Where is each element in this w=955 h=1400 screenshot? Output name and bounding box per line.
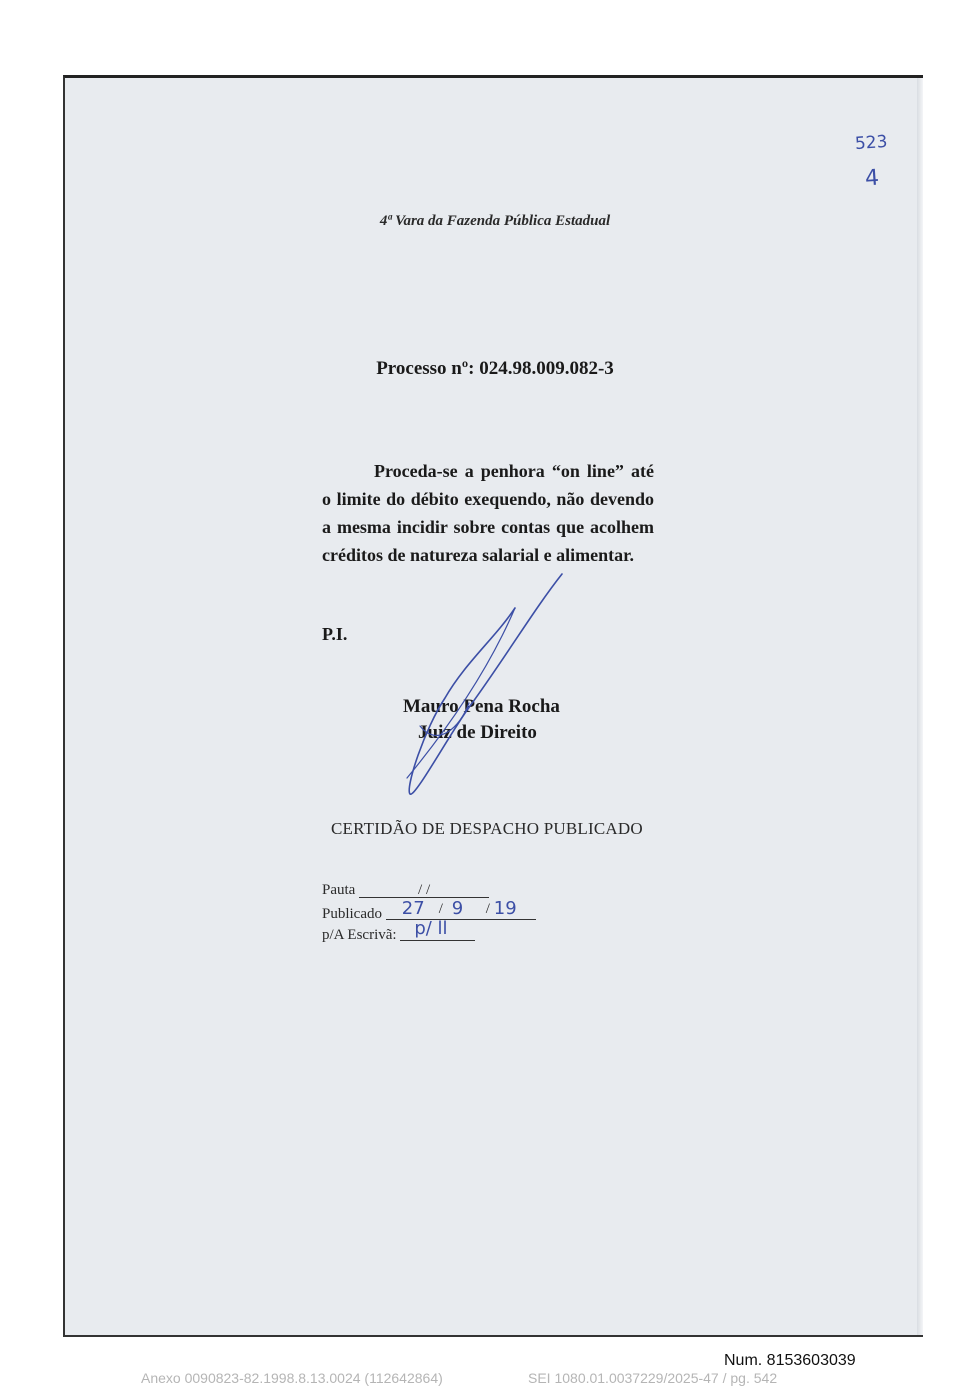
publicado-year: 19 [493, 898, 517, 919]
order-text: Proceda-se a penhora “on line” até o limite do débito exequendo, não devendo a mesma incidir sobre contas que acolhem créditos de natureza salarial e alimentar. [322, 461, 654, 565]
escriva-field [400, 918, 475, 941]
sei-reference: SEI 1080.01.0037229/2025-47 / pg. 542 [528, 1370, 778, 1386]
escriva-label: p/A Escrivã: [322, 927, 397, 943]
handwritten-page-number: 523 [854, 131, 889, 155]
process-number: Processo nº: 024.98.009.082-3 [376, 358, 614, 379]
publicado-month: 9 [451, 898, 464, 919]
pauta-row [322, 882, 489, 899]
court-header: 4ª Vara da Fazenda Pública Estadual [379, 213, 611, 229]
scanned-page [63, 75, 923, 1337]
handwritten-mark: 4 [864, 165, 880, 192]
judge-name: Mauro Pena Rocha [403, 696, 560, 717]
certidao-title: CERTIDÃO DE DESPACHO PUBLICADO [331, 819, 643, 838]
annex-reference: Anexo 0090823-82.1998.8.13.0024 (112642864) [141, 1370, 443, 1386]
escriva-initials: p/ ll [414, 918, 448, 939]
publicado-field: 27 / 9 / 19 [386, 904, 536, 920]
publicado-day: 27 [401, 898, 425, 919]
document-number: Num. 8153603039 [724, 1352, 856, 1369]
pauta-field: / / [359, 882, 489, 898]
page-edge-shadow [917, 78, 923, 1335]
pauta-label: Pauta [322, 882, 356, 898]
judge-title: Juiz de Direito [418, 722, 537, 743]
pi-label: P.I. [322, 624, 348, 644]
escriva-row [322, 918, 475, 944]
publicado-label: Publicado [322, 906, 382, 922]
